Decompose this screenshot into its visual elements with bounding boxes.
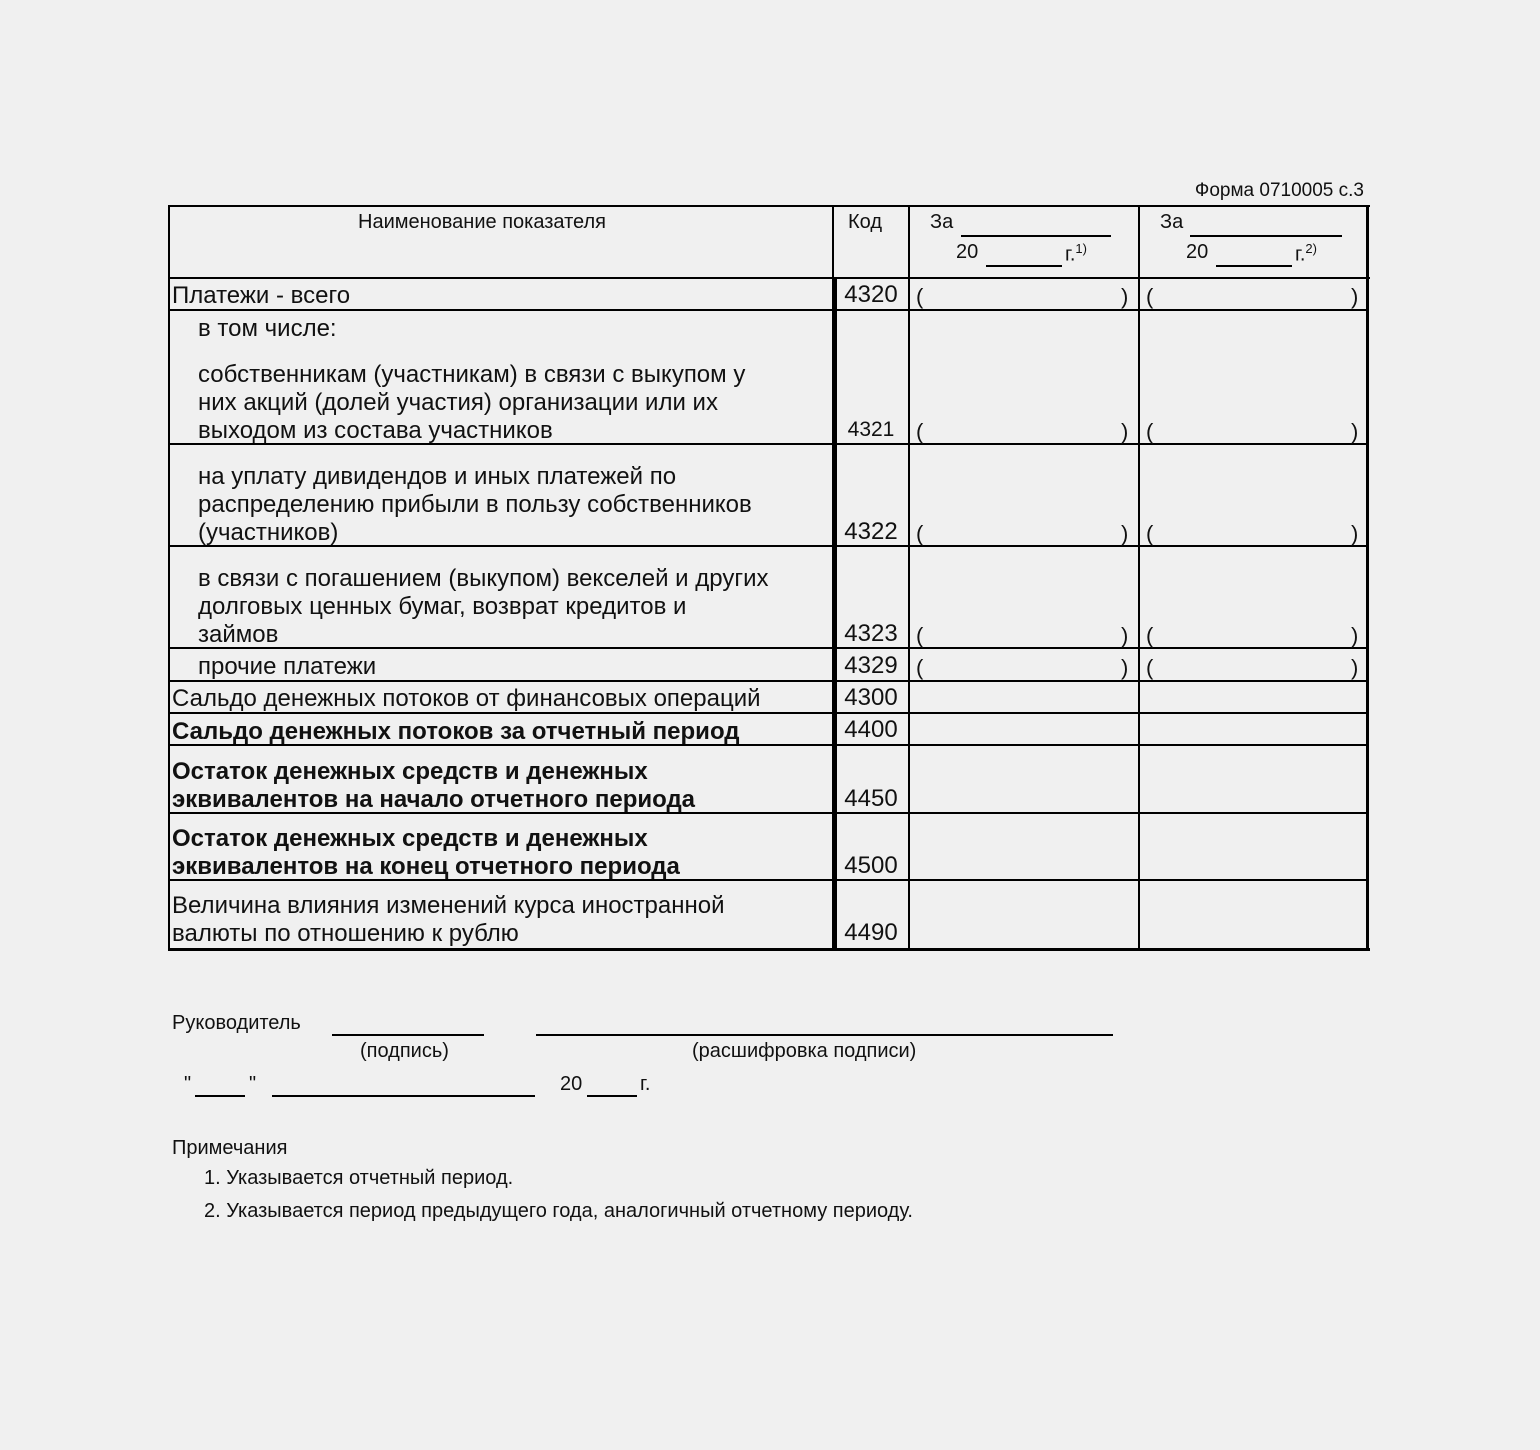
period2-year-prefix: 20 (1186, 241, 1209, 263)
row-label-including: в том числе: (198, 315, 337, 342)
col-divider (1138, 205, 1140, 950)
paren-close: ) (1351, 419, 1359, 444)
period1-year-blank[interactable] (986, 265, 1062, 267)
paren-open: ( (916, 419, 924, 444)
note-item: 1. Указывается отчетный период. (204, 1167, 514, 1189)
period1-suffix: г. (1065, 243, 1076, 266)
row-label-bills-2: долговых ценных бумаг, возврат кредитов и (198, 593, 687, 620)
row-code-4400: 4400 (844, 716, 898, 743)
paren-close: ) (1121, 623, 1129, 648)
cash-flow-table (168, 205, 1370, 950)
row-code-4323: 4323 (844, 620, 898, 647)
paren-open: ( (1146, 419, 1154, 444)
row-label-cash-start-2: эквивалентов на начало отчетного периода (172, 786, 696, 813)
row-code-4450: 4450 (844, 785, 898, 812)
date-quote-close: " (249, 1073, 257, 1095)
row-code-4322: 4322 (844, 518, 898, 545)
signature-decode-line[interactable] (536, 1034, 1113, 1036)
date-day-line[interactable] (195, 1095, 245, 1097)
period2-year-blank[interactable] (1216, 265, 1292, 267)
head-label: Руководитель (172, 1012, 301, 1034)
paren-open: ( (1146, 284, 1154, 309)
row-code-4320: 4320 (844, 281, 898, 308)
row-label-owners-buyback-3: выходом из состава участников (198, 417, 553, 444)
row-label-dividends-3: (участников) (198, 519, 339, 546)
period2-blank[interactable] (1190, 235, 1342, 237)
row-label-payments-total: Платежи - всего (172, 282, 351, 309)
row-label-other-payments: прочие платежи (198, 653, 377, 680)
paren-open: ( (1146, 623, 1154, 648)
table-right-border (1366, 205, 1369, 950)
row-label-bills-3: займов (198, 621, 279, 648)
paren-close: ) (1351, 521, 1359, 546)
header-code: Код (848, 211, 883, 233)
row-label-period-balance: Сальдо денежных потоков за отчетный период (172, 718, 740, 745)
row-label-dividends-2: распределению прибыли в пользу собственников (198, 491, 752, 518)
row-label-fx-effect-2: валюты по отношению к рублю (172, 920, 519, 947)
paren-close: ) (1121, 284, 1129, 309)
period1-za: За (930, 211, 954, 233)
row-label-fin-balance: Сальдо денежных потоков от финансовых операций (172, 685, 761, 712)
paren-open: ( (916, 521, 924, 546)
row-label-bills-1: в связи с погашением (выкупом) векселей и других (198, 565, 769, 592)
period1-note: 1) (1075, 241, 1087, 256)
period1-blank[interactable] (961, 235, 1111, 237)
row-code-4321: 4321 (847, 418, 895, 441)
paren-close: ) (1121, 521, 1129, 546)
row-label-owners-buyback-1: собственникам (участникам) в связи с выкупом у (198, 361, 746, 388)
row-divider (168, 647, 1368, 649)
date-quote-open: " (184, 1073, 192, 1095)
period2-za: За (1160, 211, 1184, 233)
paren-open: ( (916, 284, 924, 309)
row-code-4500: 4500 (844, 852, 898, 879)
col-divider (908, 205, 910, 950)
table-top-border (168, 205, 1370, 207)
header-name: Наименование показателя (358, 211, 606, 233)
header-bottom-border (168, 277, 1370, 279)
row-label-fx-effect-1: Величина влияния изменений курса иностранной (172, 892, 725, 919)
signature-line[interactable] (332, 1034, 484, 1036)
row-label-owners-buyback-2: них акций (долей участия) организации или их (198, 389, 718, 416)
row-divider (168, 545, 1368, 547)
form-code: Форма 0710005 с.3 (1194, 180, 1364, 201)
col-divider-thick (834, 277, 837, 950)
row-label-dividends-1: на уплату дивидендов и иных платежей по (198, 463, 677, 490)
row-label-cash-end-2: эквивалентов на конец отчетного периода (172, 853, 680, 880)
table-left-border (168, 205, 170, 950)
paren-close: ) (1121, 655, 1129, 680)
signature-caption: (подпись) (360, 1040, 449, 1062)
row-code-4300: 4300 (844, 684, 898, 711)
row-label-cash-end-1: Остаток денежных средств и денежных (172, 825, 648, 852)
paren-close: ) (1121, 419, 1129, 444)
date-month-line[interactable] (272, 1095, 535, 1097)
notes-title: Примечания (172, 1137, 288, 1159)
paren-open: ( (916, 655, 924, 680)
paren-open: ( (916, 623, 924, 648)
row-code-4329: 4329 (844, 652, 898, 679)
decode-caption: (расшифровка подписи) (692, 1040, 917, 1062)
paren-open: ( (1146, 521, 1154, 546)
row-label-cash-start-1: Остаток денежных средств и денежных (172, 758, 648, 785)
date-year-line[interactable] (587, 1095, 637, 1097)
date-year-prefix: 20 (560, 1073, 583, 1095)
paren-close: ) (1351, 655, 1359, 680)
period1-year-prefix: 20 (956, 241, 979, 263)
paren-close: ) (1351, 623, 1359, 648)
row-code-4490: 4490 (844, 919, 898, 946)
period2-suffix: г. (1295, 243, 1306, 266)
note-item: 2. Указывается период предыдущего года, аналогичный отчетному периоду. (204, 1200, 913, 1222)
period2-note: 2) (1305, 241, 1317, 256)
date-year-suffix: г. (640, 1073, 651, 1095)
table-bottom-border (168, 948, 1370, 951)
paren-close: ) (1351, 284, 1359, 309)
paren-open: ( (1146, 655, 1154, 680)
